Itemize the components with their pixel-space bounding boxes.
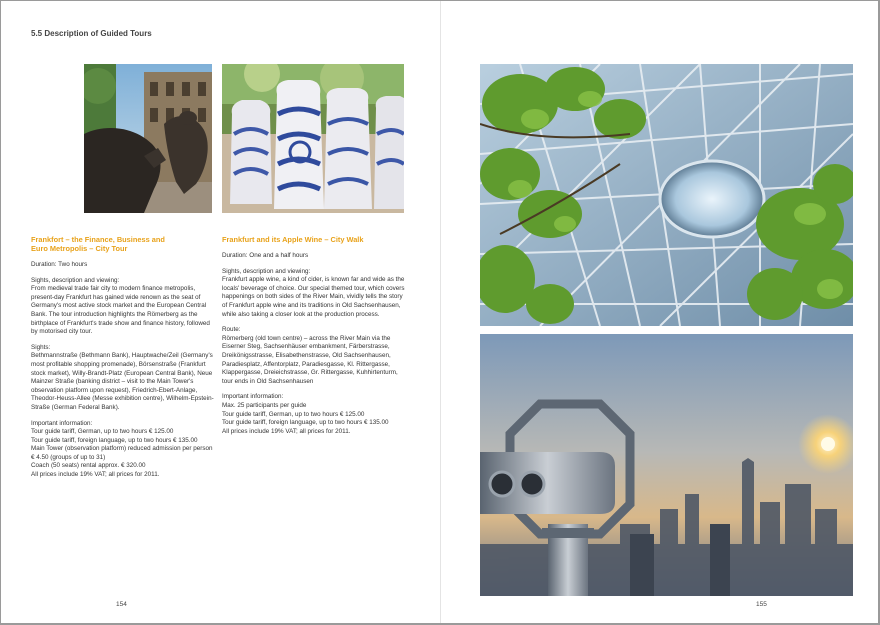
tour-apple-wine-sights-desc-label: Sights, description and viewing: [222, 267, 311, 275]
page-number-right: 155 [756, 601, 767, 608]
tour-city-sights-label: Sights: [31, 343, 51, 351]
tour-city-info-line: Main Tower (observation platform) reduced admission per person € 4.50 (groups of up to 31) [31, 445, 213, 461]
tour-apple-wine-info-line: Tour guide tariff, German, up to two hours € 125.00 [222, 410, 365, 418]
tour-city-info-line: Tour guide tariff, German, up to two hours € 125.00 [31, 428, 174, 436]
tour-city-duration: Duration: Two hours [31, 261, 88, 268]
bull-and-bear-photo [84, 64, 212, 213]
page-gutter [440, 1, 441, 623]
glass-roof-photo [480, 64, 853, 326]
page-number-left: 154 [116, 601, 127, 608]
tour-city-sights-text: Bethmannstraße (Bethmann Bank), Hauptwache/Zeil (Germany's most profitable shopping promenade), Börsenstraße (Frankfurt stock market), Willy-Brandt-Platz (European Central Bank), Neue Mainzer Straße (banking district – visit to the Main Tower's observation platform upon request), Friedrich-Ebert-Anlage, Theodor-Heuss-Allee (Messe exhibition centre), Wilhelm-Epstein-Straße (German Federal Bank). [31, 352, 214, 411]
tour-city-column [31, 235, 215, 480]
tour-city-info-line: Tour guide tariff, foreign language, up to two hours € 135.00 [31, 436, 198, 444]
tour-city-info-label: Important information: [31, 419, 93, 427]
tour-apple-wine-column [222, 235, 406, 436]
skyline-binoculars-photo [480, 334, 853, 596]
tour-apple-wine-info-line: Max. 25 participants per guide [222, 401, 307, 409]
tour-apple-wine-info-line: Tour guide tariff, foreign language, up to two hours € 135.00 [222, 419, 389, 427]
tour-apple-wine-sights-desc-text: Frankfurt apple wine, a kind of cider, is known far and wide as the locals' beverage of choice. Our special themed tour, which covers happenings on both sides of the River Main, vividly tells the story of Frankfurt apple wine and its traditions in Old Sachsenhausen, while also taking a closer look at the production process. [222, 276, 405, 318]
tour-apple-wine-route-label: Route: [222, 326, 241, 334]
tour-city-info-line: Coach (50 seats) rental approx. € 320.00 [31, 462, 146, 470]
tour-city-sights-desc-label: Sights, description and viewing: [31, 276, 120, 284]
tour-apple-wine-title: Frankfurt and its Apple Wine – City Walk [222, 235, 364, 244]
tour-city-title: Frankfort – the Finance, Business and Euro Metropolis – City Tour [31, 235, 165, 253]
tour-apple-wine-info-label: Important information: [222, 393, 284, 401]
section-title: 5.5 Description of Guided Tours [31, 29, 152, 38]
book-spread [1, 1, 878, 623]
tour-city-sights-desc-text: From medieval trade fair city to modern finance metropolis, present-day Frankfurt has gained wide renown as the seat of Germany's most active stock market and the European Central Bank. The tour introduction highlights the Römerberg as the birthplace of Frankfurt's trade show and finance history, followed by motorised city tour. [31, 285, 210, 336]
tour-city-info-line: All prices include 19% VAT; all prices for 2011. [31, 471, 160, 479]
tour-apple-wine-duration: Duration: One and a half hours [222, 252, 309, 259]
tour-apple-wine-route-text: Römerberg (old town centre) – across the River Main via the Eiserner Steg, Sachsenhäuser embankment, Färberstrasse, Dreikönigsstrasse, Elisabethenstrasse, Old Sachsenhausen, Paradiesplatz, Affentorplatz, Paradiesgasse, Kl. Rittergasse, Klappergasse, Dreieichstrasse, Gr. Rittergasse, Kuhhirtenturm, tour ends in Old Sachsenhausen [222, 334, 398, 385]
apple-wine-jugs-photo [222, 64, 404, 213]
tour-apple-wine-info-line: All prices include 19% VAT; all prices for 2011. [222, 427, 351, 435]
